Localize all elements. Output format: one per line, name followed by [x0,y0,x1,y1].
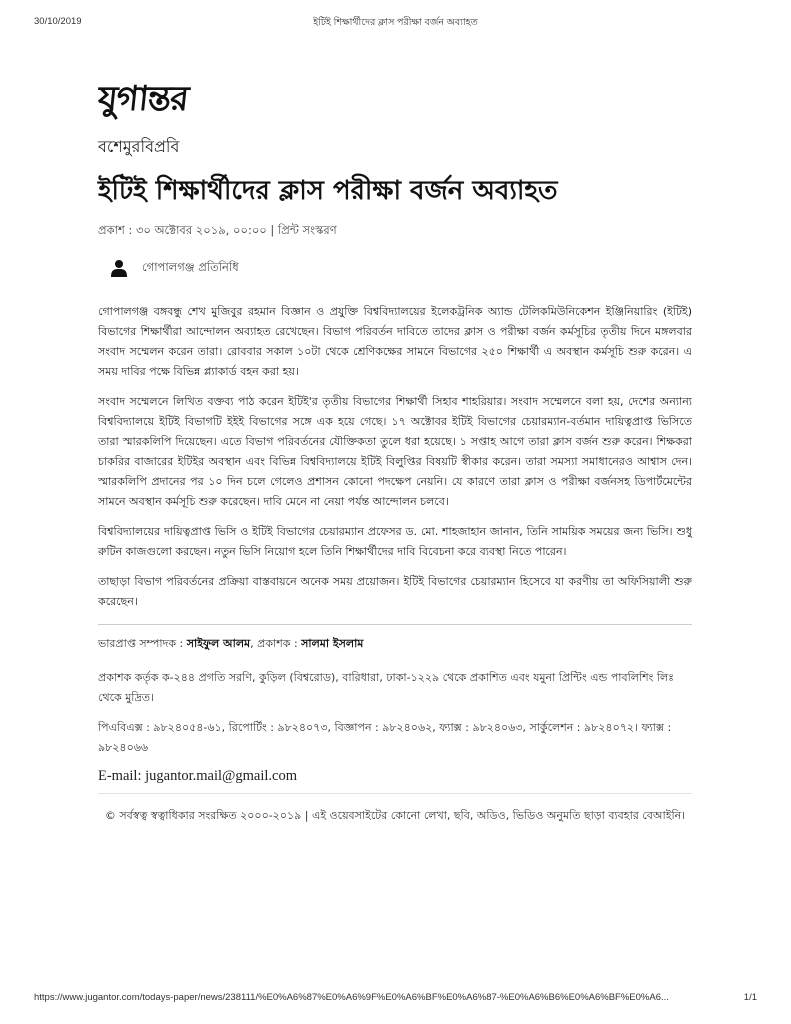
publisher-name: সালমা ইসলাম [301,636,364,650]
footer-divider [98,624,692,625]
publisher-label: , প্রকাশক : [250,636,298,650]
print-url[interactable]: https://www.jugantor.com/todays-paper/news/238111/%E0%A6%87%E0%A6%9F%E0%A6%BF%E0%A6%87-%E0%A6%B6%E0%A6%BF%E0%A6... [34,992,669,1003]
print-date: 30/10/2019 [34,16,82,27]
copyright-notice: © সর্বস্বত্ব স্বত্বাধিকার সংরক্ষিত ২০০০-২০১৯ | এই ওয়েবসাইটের কোনো লেখা, ছবি, অডিও, ভিডিও অনুমতি ছাড়া ব্যবহার বেআইনি। [104,808,686,822]
editor-label: ভারপ্রাপ্ত সম্পাদক : [98,636,184,650]
author-byline [98,259,692,278]
article-paragraph: তাছাড়া বিভাগ পরিবর্তনের প্রক্রিয়া বাস্তবায়নে অনেক সময় প্রয়োজন। ইটিই বিভাগের চেয়ারম্যান হিসেবে যা করণীয় তা অফিসিয়ালী শুরু করেছেন। [98,574,692,608]
contact-email[interactable]: E-mail: jugantor.mail@gmail.com [98,767,297,784]
article-headline: ইটিই শিক্ষার্থীদের ক্লাস পরীক্ষা বর্জন অব্যাহত [98,176,558,206]
section-label[interactable]: বশেমুরবিপ্রবি [98,137,180,156]
print-page-number: 1/1 [743,992,757,1003]
article-paragraph: সংবাদ সম্মেলনে লিখিত বক্তব্য পাঠ করেন ইটিই'র তৃতীয় বিভাগের শিক্ষার্থী সিহাব শাহরিয়ার। সংবাদ সম্মেলনে বলা হয়, দেশের অন্যান্য বিশ্ববিদ্যালয়ে ইটিই বিভাগটি ইইই বিভাগের সঙ্গে এক হয়ে গেছে। ১৭ অক্টোবর ইটিই বিভাগের চেয়ারম্যান-বর্তমান দায়িত্বপ্রাপ্ত ভিসিতে তারা স্মারকলিপি দিয়েছেন। এতে বিভাগ পরিবর্তনের যৌক্তিকতা তুলে ধরা হয়েছে। ১ সপ্তাহ আগে তারা ক্লাস বর্জন শুরু করেন। শিক্ষকরা চাকরির বাজারের ইটিইর অবস্থান এবং বিভিন্ন বিশ্ববিদ্যালয়ে ইটিই বিলুপ্তির বিষয়টি স্বীকার করেন। তারা সমস্যা সমাধানেরও আশ্বাস দেন। স্মারকলিপি প্রদানের পর ১০ দিন চলে গেলেও প্রশাসন কোনো পদক্ষেপ নেয়নি। যে কারণে তারা ক্লাস ও পরীক্ষা বর্জনসহ ডিপার্টমেন্টের সামনে অবস্থান কর্মসূচি শুরু করেছেন। দাবি মেনে না নেয়া পর্যন্ত আন্দোলন চলবে। [98,394,692,508]
author-name: গোপালগঞ্জ প্রতিনিধি [142,259,239,274]
article-paragraph: গোপালগঞ্জ বঙ্গবন্ধু শেখ মুজিবুর রহমান বিজ্ঞান ও প্রযুক্তি বিশ্ববিদ্যালয়ের ইলেকট্রনিক অ্যান্ড টেলিকমিউনিকেশন ইঞ্জিনিয়ারিং (ইটিই) বিভাগের শিক্ষার্থীরা আন্দোলন অব্যাহত রেখেছেন। বিভাগ পরিবর্তন দাবিতে তাদের ক্লাস ও পরীক্ষা বর্জন কর্মসূচির তৃতীয় দিনে মঙ্গলবার সংবাদ সম্মেলন করেন তারা। রোববার সকাল ১০টা থেকে শ্রেণিকক্ষের সামনে বিভাগের ২৫০ শিক্ষার্থী এ অবস্থান কর্মসূচি শুরু করেন। এ সময় দাবির পক্ষে বিভিন্ন প্ল্যাকার্ড বহন করা হয়। [98,304,692,378]
article-page [95,78,692,826]
publisher-address: প্রকাশক কর্তৃক ক-২৪৪ প্রগতি সরণি, কুড়িল (বিশ্বরোড), বারিধারা, ঢাকা-১২২৯ থেকে প্রকাশিত এবং যমুনা প্রিন্টিং এন্ড পাবলিশিং লিঃ থেকে মুদ্রিত। [98,670,675,704]
article-paragraph: বিশ্ববিদ্যালয়ের দায়িত্বপ্রাপ্ত ভিসি ও ইটিই বিভাগের চেয়ারম্যান প্রফেসর ড. মো. শাহজাহান জানান, তিনি সাময়িক সময়ের জন্য ভিসি। শুধু রুটিন কাজগুলো করছেন। নতুন ভিসি নিয়োগ হলে তিনি শিক্ষার্থীদের দাবি বিবেচনা করে ব্যবস্থা নিতে পারেন। [98,524,692,558]
print-title: ইটিই শিক্ষার্থীদের ক্লাস পরীক্ষা বর্জন অব্যাহত [313,17,478,28]
jugantor-logo[interactable]: যুগান্তর [95,79,190,119]
editor-publisher-line [98,635,692,654]
copyright-divider [98,793,692,794]
editor-name: সাইফুল আলম [186,636,251,650]
user-icon [110,259,128,277]
contact-phones: পিএবিএক্স : ৯৮২৪০৫৪-৬১, রিপোর্টিং : ৯৮২৪০৭৩, বিজ্ঞাপন : ৯৮২৪০৬২, ফ্যাক্স : ৯৮২৪০৬৩, সার্কুলেশন : ৯৮২৪০৭২। ফ্যাক্স : ৯৮২৪০৬৬ [98,720,672,754]
publish-meta: প্রকাশ : ৩০ অক্টোবর ২০১৯, ০০:০০ | প্রিন্ট সংস্করণ [98,222,337,237]
